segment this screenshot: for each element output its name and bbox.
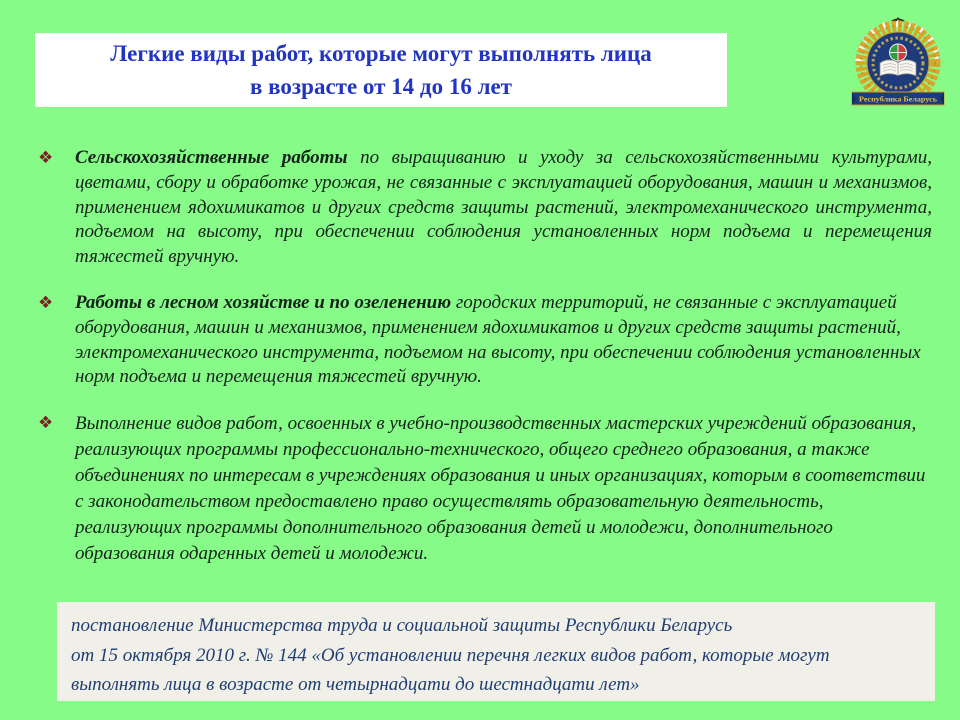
bullet-body: по выращиванию и уходу за сельскохозяйственными культурами, цветами, сбору и обработке урожая, не связанные с эксплуатацией оборудования, машин и механизмов, применением ядохимикатов и других средств защиты растений, электромеханического инструмента, подъемом на высоту, при обеспечении соблюдения установленных норм подъема и перемещения тяжестей вручную. [75,147,932,268]
bullet-text [75,291,932,390]
bullet-list [38,146,932,588]
emblem-banner-text: Республика Беларусь [859,94,938,104]
list-item-educational-works [38,411,932,567]
belarus-ministry-emblem-logo [842,12,954,114]
bullet-body: Выполнение видов работ, освоенных в учебно-производственных мастерских учреждений образования, реализующих программы профессионально-технического, общего среднего образования, а также объединениях по интересам в учреждениях образования и иных организациях, которым в соответствии с законодательством предоставлено право осуществлять образовательную деятельность, реализующих программы дополнительного образования детей и молодежи, дополнительного образования одаренных детей и молодежи. [75,413,926,565]
bullet-lead: Работы в лесном хозяйстве и по озеленению [75,291,452,313]
diamond-bullet-icon: ❖ [38,413,54,434]
title-box [35,33,727,107]
decree-line-3: выполнять лица в возрасте от четырнадцати до шестнадцати лет» [71,674,640,695]
bullet-body: городских территорий, не связанные с эксплуатацией оборудования, машин и механизмов, применением ядохимикатов и других средств защиты растений, электромеханического инструмента, подъемом на высоту, при обеспечении соблюдения установленных норм подъема и перемещения тяжестей вручную. [75,291,921,388]
decree-line-2: от 15 октября 2010 г. № 144 «Об установлении перечня легких видов работ, которые могут [71,644,830,666]
list-item-agricultural-works [38,146,932,270]
diamond-bullet-icon: ❖ [38,292,54,313]
bullet-text [75,411,932,567]
decree-line-1: постановление Министерства труда и социальной защиты Республики Беларусь [71,615,733,636]
bullet-text [75,146,932,270]
decree-reference-box [57,602,935,701]
diamond-bullet-icon: ❖ [38,148,54,168]
page-title-line-1: Легкие виды работ, которые могут выполнять лица [110,41,652,66]
emblem-icon [842,12,954,114]
bullet-lead: Сельскохозяйственные работы [75,147,348,168]
page-title-line-2: в возрасте от 14 до 16 лет [250,74,512,99]
list-item-forestry-works [38,291,932,390]
